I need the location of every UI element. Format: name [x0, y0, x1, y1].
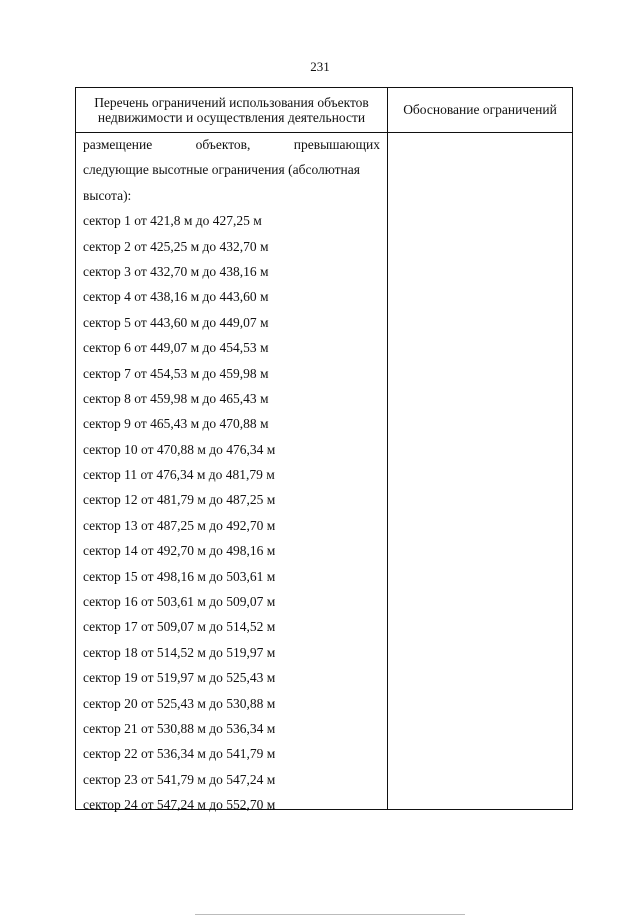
sector-line: сектор 9 от 465,43 м до 470,88 м: [83, 416, 269, 432]
sector-line: сектор 14 от 492,70 м до 498,16 м: [83, 543, 276, 559]
sector-line: сектор 4 от 438,16 м до 443,60 м: [83, 289, 269, 305]
sector-line: сектор 1 от 421,8 м до 427,25 м: [83, 213, 262, 229]
sector-line: сектор 6 от 449,07 м до 454,53 м: [83, 340, 269, 356]
sector-line: сектор 8 от 459,98 м до 465,43 м: [83, 390, 269, 406]
sector-list: [83, 208, 380, 817]
sector-line: сектор 5 от 443,60 м до 449,07 м: [83, 314, 269, 330]
sector-line: сектор 24 от 547,24 м до 552,70 м: [83, 797, 276, 813]
sector-line: сектор 7 от 454,53 м до 459,98 м: [83, 365, 269, 381]
sector-line: сектор 2 от 425,25 м до 432,70 м: [83, 238, 269, 254]
column-divider: [387, 88, 388, 809]
intro-line-3: высота):: [83, 187, 132, 203]
intro-word: размещение: [83, 137, 153, 152]
restrictions-table: [75, 87, 573, 813]
sector-line: сектор 21 от 530,88 м до 536,34 м: [83, 720, 276, 736]
restrictions-cell: [83, 132, 380, 818]
sector-line: сектор 22 от 536,34 м до 541,79 м: [83, 746, 276, 762]
header-restrictions-list: Перечень ограничений использования объектов недвижимости и осуществления деятельности: [94, 95, 369, 125]
header-justification: Обоснование ограничений: [403, 102, 557, 117]
page-number: 231: [310, 59, 330, 74]
footer-rule: [195, 914, 465, 915]
intro-word: объектов,: [195, 137, 251, 152]
sector-line: сектор 15 от 498,16 м до 503,61 м: [83, 568, 276, 584]
sector-line: сектор 20 от 525,43 м до 530,88 м: [83, 695, 276, 711]
sector-line: сектор 3 от 432,70 м до 438,16 м: [83, 263, 269, 279]
intro-word: превышающих: [293, 137, 380, 152]
table-header-row: [76, 88, 572, 133]
sector-line: сектор 10 от 470,88 м до 476,34 м: [83, 441, 276, 457]
sector-line: сектор 18 от 514,52 м до 519,97 м: [83, 644, 276, 660]
sector-line: сектор 19 от 519,97 м до 525,43 м: [83, 670, 276, 686]
sector-line: сектор 13 от 487,25 м до 492,70 м: [83, 517, 276, 533]
sector-line: сектор 17 от 509,07 м до 514,52 м: [83, 619, 276, 635]
sector-line: сектор 16 от 503,61 м до 509,07 м: [83, 594, 276, 610]
sector-line: сектор 23 от 541,79 м до 547,24 м: [83, 771, 276, 787]
intro-line-2: следующие высотные ограничения (абсолютная: [83, 162, 360, 178]
intro-line-1: [83, 132, 380, 157]
sector-line: сектор 11 от 476,34 м до 481,79 м: [83, 467, 275, 483]
sector-line: сектор 12 от 481,79 м до 487,25 м: [83, 492, 276, 508]
